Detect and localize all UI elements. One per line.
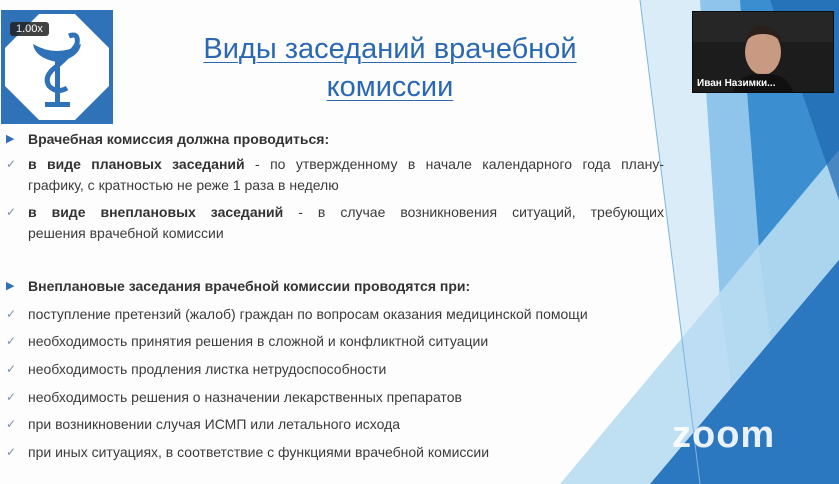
list-item: в виде плановых заседаний - по утвержденному в начале календарного года плану- xyxy=(28,156,664,172)
list-item: необходимость продления листка нетрудоспособности xyxy=(28,361,387,377)
list-item: при иных ситуациях, в соответствие с функциями врачебной комиссии xyxy=(28,444,490,460)
playback-speed-badge[interactable]: 1.00x xyxy=(10,22,49,36)
slide-title-line-2: комиссии xyxy=(326,71,454,103)
arrow-bullet-icon: ▶ xyxy=(6,133,15,145)
list-item: в виде внеплановых заседаний - в случае возникновения ситуаций, требующих xyxy=(28,204,665,220)
check-bullet-icon: ✓ xyxy=(6,205,17,219)
check-bullet-icon: ✓ xyxy=(6,307,17,321)
section1-heading: Врачебная комиссия должна проводиться: xyxy=(28,131,330,147)
arrow-bullet-icon: ▶ xyxy=(6,280,15,292)
section2-heading: Внеплановые заседания врачебной комиссии проводятся при: xyxy=(28,278,471,294)
check-bullet-icon: ✓ xyxy=(6,362,17,376)
check-bullet-icon: ✓ xyxy=(6,390,17,404)
list-item: при возникновении случая ИСМП или летального исхода xyxy=(28,416,401,432)
list-item: необходимость принятия решения в сложной и конфликтной ситуации xyxy=(28,333,489,349)
zoom-watermark: zoom xyxy=(672,414,776,456)
participant-video-tile[interactable] xyxy=(692,11,834,93)
participant-name-label: Иван Назимки... xyxy=(697,78,776,89)
check-bullet-icon: ✓ xyxy=(6,445,17,459)
slide-title-line-1: Виды заседаний врачебной xyxy=(203,33,577,65)
list-item: поступление претензий (жалоб) граждан по вопросам оказания медицинской помощи xyxy=(28,306,588,322)
check-bullet-icon: ✓ xyxy=(6,334,17,348)
list-item-continuation: решения врачебной комиссии xyxy=(28,225,224,241)
check-bullet-icon: ✓ xyxy=(6,417,17,431)
list-item: необходимость решения о назначении лекарственных препаратов xyxy=(28,389,462,405)
check-bullet-icon: ✓ xyxy=(6,157,17,171)
list-item-continuation: графику, с кратностью не реже 1 раза в неделю xyxy=(28,177,339,193)
